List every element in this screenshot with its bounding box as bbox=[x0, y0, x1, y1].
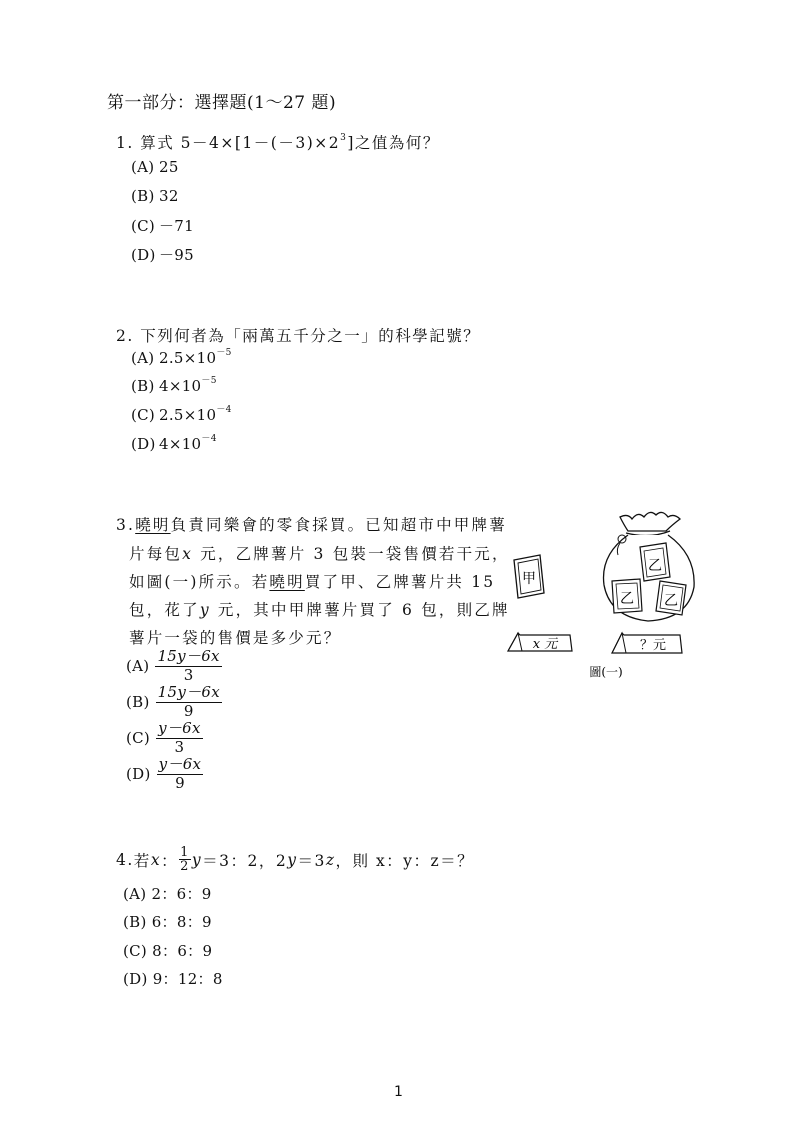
price-tag-a bbox=[508, 633, 572, 652]
question-1-stem bbox=[116, 131, 440, 153]
chip-a-icon bbox=[514, 555, 544, 598]
fraction: $\frac{y-6x}{3}$ bbox=[158, 719, 201, 756]
question-4-stem: 4. 若 x ： 1 2 y ＝3：2，2 y ＝3 z ，則 x：y：z＝？ bbox=[116, 845, 475, 874]
fraction-one-half: 1 2 bbox=[180, 845, 190, 874]
price-tag-a-label: x 元 bbox=[532, 637, 558, 652]
section-title: 第一部分：選擇題(1～27 題) bbox=[107, 93, 337, 113]
question-3-option-a[interactable]: (A) $\frac{15y-6x}{3}$ bbox=[126, 647, 220, 684]
fraction: $\frac{y-6x}{9}$ bbox=[158, 755, 202, 792]
fraction: $\frac{15y-6x}{9}$ bbox=[157, 683, 221, 720]
question-3-option-b[interactable]: (B) $\frac{15y-6x}{9}$ bbox=[126, 683, 221, 720]
question-3-line-3: 如圖(一)所示。若曉明買了甲、乙牌薯片共 15 bbox=[129, 573, 496, 591]
chip-b-label-2: 乙 bbox=[620, 591, 634, 607]
question-1-option-b[interactable]: (B) 32 bbox=[131, 187, 179, 205]
bag-icon bbox=[604, 512, 695, 621]
question-2-number: 2. bbox=[116, 327, 134, 345]
chip-b-label-1: 乙 bbox=[648, 558, 662, 574]
question-1-option-c[interactable]: (C) －71 bbox=[131, 217, 194, 235]
question-4-option-c[interactable]: (C) 8：6：9 bbox=[123, 942, 213, 960]
question-4-option-d[interactable]: (D) 9：12：8 bbox=[123, 970, 223, 988]
question-1-option-a[interactable]: (A) 25 bbox=[131, 158, 179, 176]
figure-caption: 圖(一) bbox=[589, 665, 623, 679]
question-3-name: 曉明 bbox=[135, 516, 171, 534]
question-4-number: 4. bbox=[116, 850, 134, 869]
price-tag-b bbox=[612, 633, 682, 653]
question-3-line-2: 片每包x 元，乙牌薯片 3 包裝一袋售價若干元， bbox=[129, 545, 510, 563]
question-1-exponent: 3 bbox=[340, 133, 348, 143]
chip-a-label: 甲 bbox=[522, 571, 536, 587]
page-number: 1 bbox=[394, 1084, 403, 1100]
question-1-text-b: ]之值為何？ bbox=[347, 134, 440, 152]
question-2-option-a[interactable]: (A) $2.5\times 10^{-5}$ bbox=[131, 348, 232, 367]
fraction: $\frac{15y-6x}{3}$ bbox=[157, 647, 220, 684]
question-2-text: 下列何者為「兩萬五千分之一」的科學記號？ bbox=[140, 327, 481, 345]
question-1-text-a: 算式 5－4×[1－(－3)×2 bbox=[140, 134, 341, 152]
question-2-option-b[interactable]: (B) $4\times 10^{-5}$ bbox=[131, 376, 217, 395]
chip-b-label-3: 乙 bbox=[664, 593, 678, 609]
figure-1 bbox=[500, 505, 700, 690]
question-3-line-4: 包，花了y 元，其中甲牌薯片買了 6 包，則乙牌 bbox=[129, 601, 510, 619]
question-4-option-b[interactable]: (B) 6：8：9 bbox=[123, 913, 212, 931]
question-1-option-d[interactable]: (D) －95 bbox=[131, 246, 194, 264]
question-2-option-d[interactable]: (D) $4\times 10^{-4}$ bbox=[131, 434, 217, 453]
question-3-number: 3. bbox=[116, 516, 136, 534]
question-4-option-a[interactable]: (A) 2：6：9 bbox=[123, 885, 212, 903]
question-3-option-d[interactable]: (D) $\frac{y-6x}{9}$ bbox=[126, 755, 202, 792]
question-3-line-5: 薯片一袋的售價是多少元？ bbox=[129, 629, 342, 647]
question-2-option-c[interactable]: (C) $2.5\times 10^{-4}$ bbox=[131, 405, 232, 424]
question-2-stem bbox=[116, 324, 480, 346]
question-3-option-c[interactable]: (C) $\frac{y-6x}{3}$ bbox=[126, 719, 201, 756]
question-1-number: 1. bbox=[116, 134, 134, 152]
price-tag-b-label: ？元 bbox=[639, 638, 667, 653]
question-3-line-1: 3.曉明負責同樂會的零食採買。已知超市中甲牌薯 bbox=[116, 516, 507, 534]
